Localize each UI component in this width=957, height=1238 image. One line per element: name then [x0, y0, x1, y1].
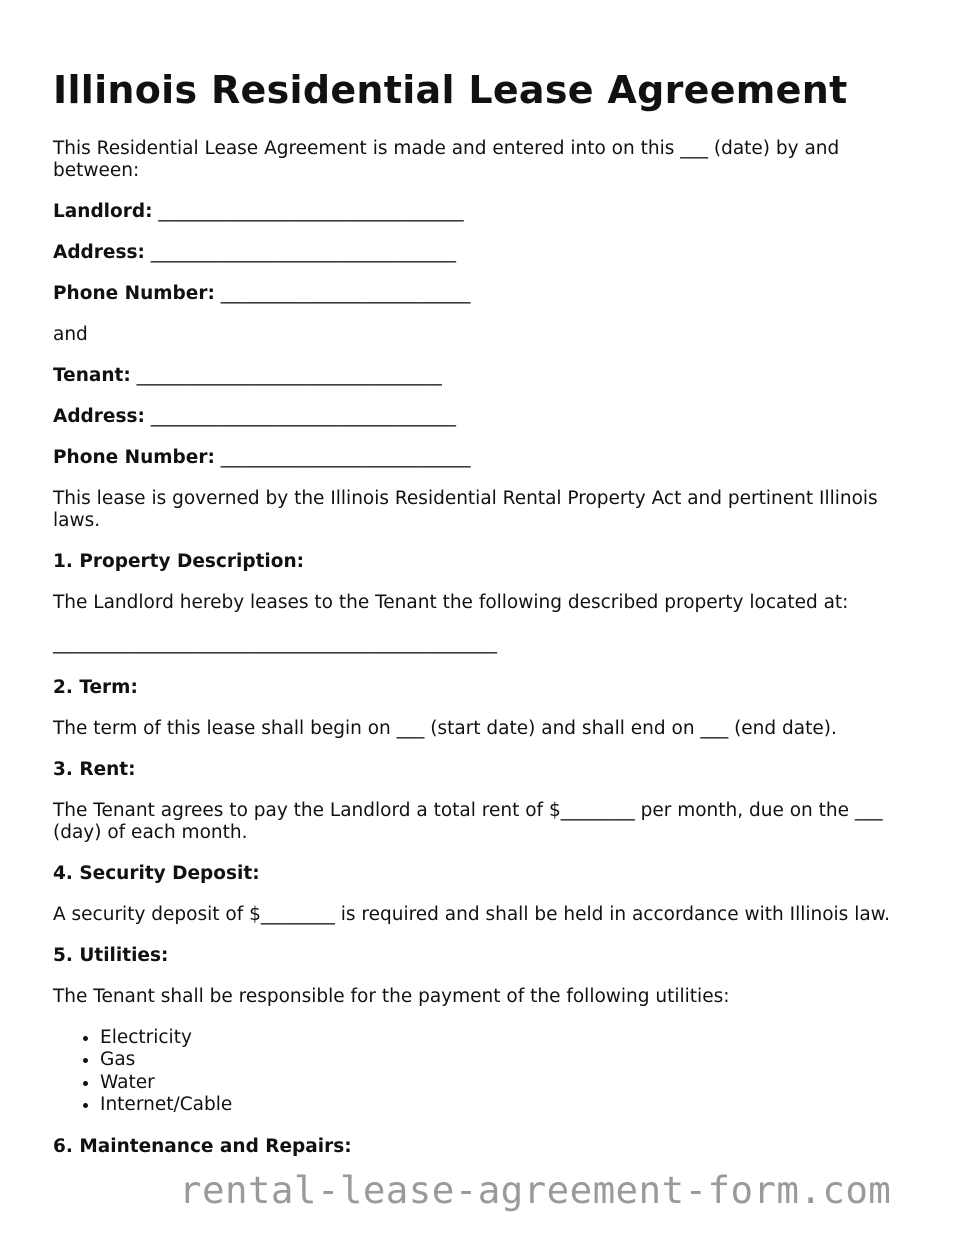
rent-text: The Tenant agrees to pay the Landlord a total rent of $________ per month, due on the ___ (day) of each month.	[53, 800, 883, 843]
term-heading: 2. Term:	[53, 677, 138, 698]
list-item: • Gas	[100, 1049, 913, 1071]
tenant-address-field	[53, 406, 913, 428]
landlord-phone-field	[53, 283, 913, 305]
rent-heading: 3. Rent:	[53, 759, 136, 780]
tenant-name-label: Tenant:	[53, 365, 131, 386]
landlord-phone-blank: ___________________________	[220, 283, 471, 304]
list-item: • Internet/Cable	[100, 1094, 913, 1116]
property-address-blank: ________________________________________________	[53, 633, 497, 654]
tenant-phone-blank: ___________________________	[220, 447, 471, 468]
landlord-name-label: Landlord:	[53, 201, 153, 222]
site-watermark: rental-lease-agreement-form.com	[179, 1168, 892, 1212]
intro-paragraph: This Residential Lease Agreement is made and entered into on this ___ (date) by and between:	[53, 138, 840, 181]
list-item: • Electricity	[100, 1027, 913, 1049]
term-text: The term of this lease shall begin on ___ (start date) and shall end on ___ (end date).	[53, 718, 837, 739]
tenant-address-label: Address:	[53, 406, 145, 427]
tenant-name-field	[53, 365, 913, 387]
property-text: The Landlord hereby leases to the Tenant the following described property located at:	[53, 592, 849, 613]
governing-law-paragraph: This lease is governed by the Illinois Residential Rental Property Act and pertinent Illinois laws.	[53, 488, 878, 531]
lease-document	[53, 66, 913, 1177]
landlord-name-field	[53, 201, 913, 223]
list-item: • Water	[100, 1072, 913, 1094]
deposit-text: A security deposit of $________ is required and shall be held in accordance with Illinois law.	[53, 904, 890, 925]
tenant-phone-label: Phone Number:	[53, 447, 215, 468]
landlord-address-field	[53, 242, 913, 264]
utilities-list	[53, 1027, 913, 1117]
landlord-name-blank: _________________________________	[158, 201, 464, 222]
maintenance-heading: 6. Maintenance and Repairs:	[53, 1135, 352, 1157]
tenant-name-blank: _________________________________	[136, 365, 442, 386]
landlord-address-blank: _________________________________	[150, 242, 457, 263]
document-title: Illinois Residential Lease Agreement	[53, 68, 848, 112]
landlord-phone-label: Phone Number:	[53, 283, 215, 304]
property-heading: 1. Property Description:	[53, 551, 305, 572]
deposit-heading: 4. Security Deposit:	[53, 863, 260, 884]
tenant-address-blank: _________________________________	[150, 406, 457, 427]
utilities-heading: 5. Utilities:	[53, 945, 169, 966]
and-text: and	[53, 324, 88, 345]
landlord-address-label: Address:	[53, 242, 145, 263]
utilities-text: The Tenant shall be responsible for the payment of the following utilities:	[53, 986, 730, 1007]
tenant-phone-field	[53, 447, 913, 469]
